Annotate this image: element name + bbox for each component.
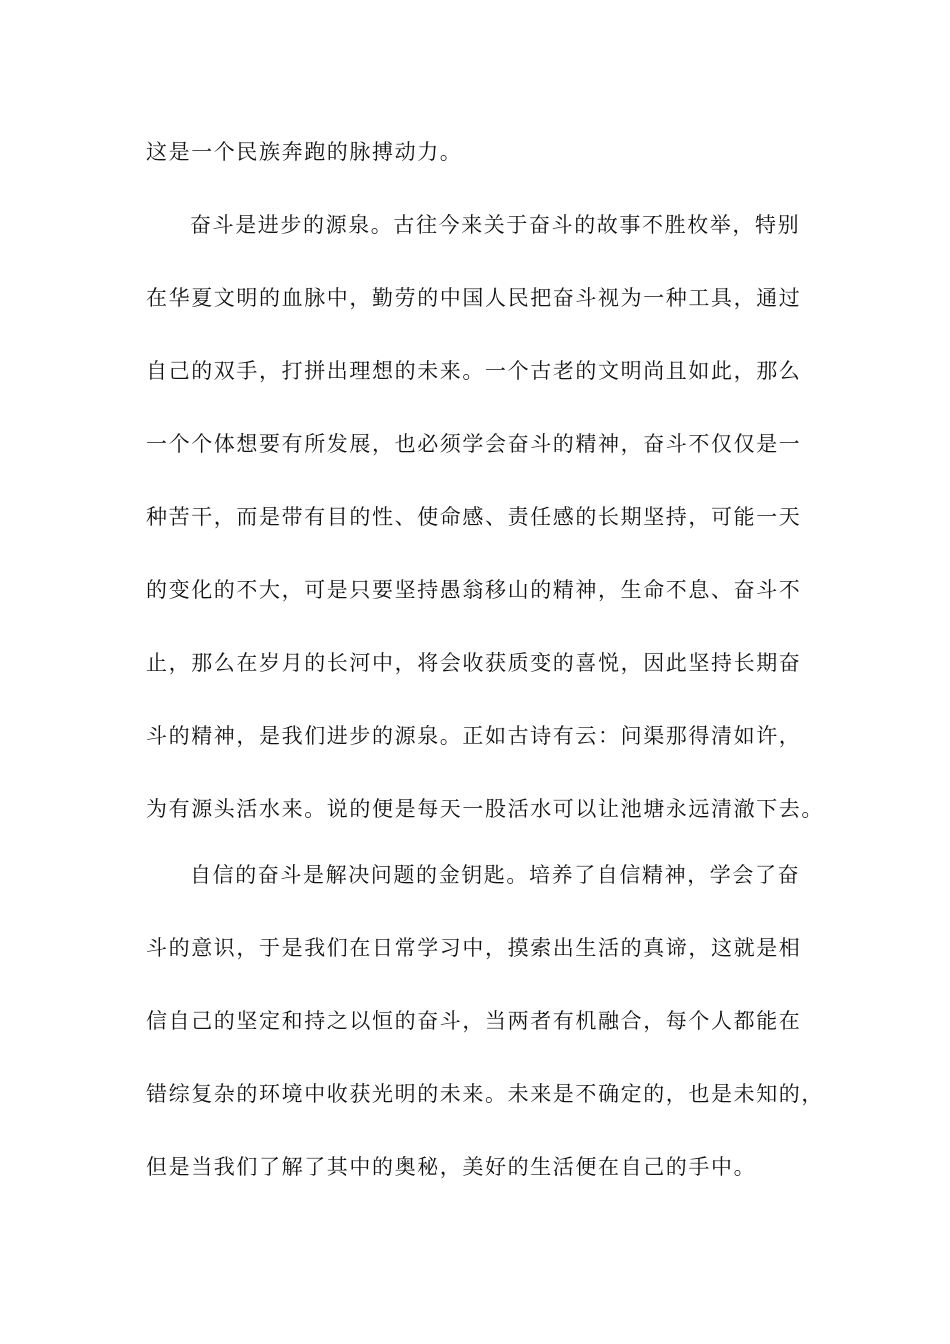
paragraph-start-line: 自信的奋斗是解决问题的金钥匙。培养了自信精神，学会了奋	[190, 863, 801, 887]
paragraph-start-line: 奋斗是进步的源泉。古往今来关于奋斗的故事不胜枚举，特别	[190, 213, 801, 237]
text-line: 在华夏文明的血脉中，勤劳的中国人民把奋斗视为一种工具，通过	[146, 286, 802, 310]
text-line: 斗的意识，于是我们在日常学习中，摸索出生活的真谛，这就是相	[146, 936, 802, 960]
text-line: 错综复杂的环境中收获光明的未来。未来是不确定的，也是未知的，	[146, 1082, 824, 1106]
text-line: 种苦干，而是带有目的性、使命感、责任感的长期坚持，可能一天	[146, 505, 802, 529]
text-line: 自己的双手，打拼出理想的未来。一个古老的文明尚且如此，那么	[146, 359, 802, 383]
text-line: 斗的精神，是我们进步的源泉。正如古诗有云：问渠那得清如许，	[146, 724, 802, 748]
text-line: 一个个体想要有所发展，也必须学会奋斗的精神，奋斗不仅仅是一	[146, 432, 802, 456]
text-line: 为有源头活水来。说的便是每天一股活水可以让池塘永远清澈下去。	[146, 797, 824, 821]
text-line: 但是当我们了解了其中的奥秘，美好的生活便在自己的手中。	[146, 1155, 757, 1179]
text-line: 的变化的不大，可是只要坚持愚翁移山的精神，生命不息、奋斗不	[146, 578, 802, 602]
text-line: 这是一个民族奔跑的脉搏动力。	[146, 140, 463, 164]
text-line: 止，那么在岁月的长河中，将会收获质变的喜悦，因此坚持长期奋	[146, 651, 802, 675]
text-line: 信自己的坚定和持之以恒的奋斗，当两者有机融合，每个人都能在	[146, 1009, 802, 1033]
